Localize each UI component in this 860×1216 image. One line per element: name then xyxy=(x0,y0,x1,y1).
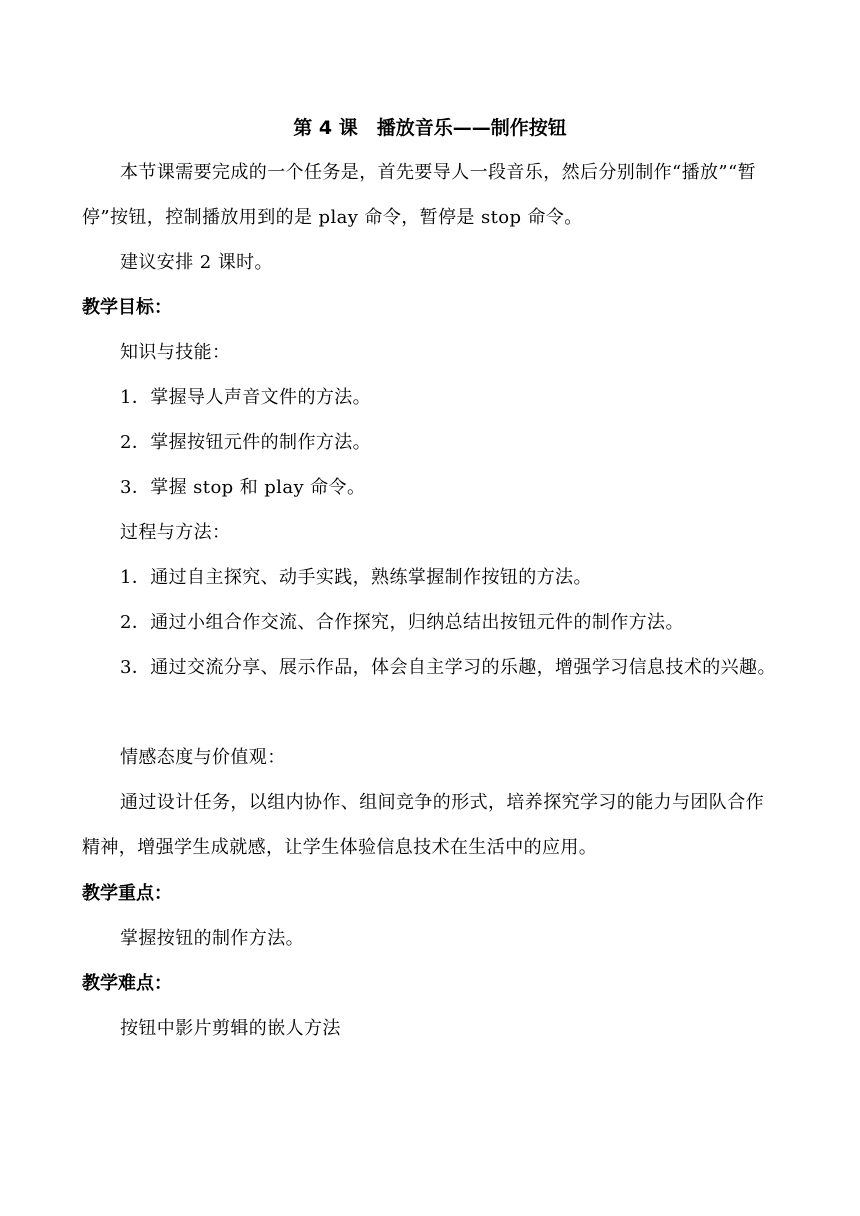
emotion-values-label: 情感态度与价值观： xyxy=(120,747,286,768)
knowledge-item: 3．掌握 stop 和 play 命令。 xyxy=(120,477,366,498)
process-methods-label: 过程与方法： xyxy=(120,522,231,543)
difficulties-text: 按钮中影片剪辑的嵌人方法 xyxy=(120,1018,341,1039)
process-item: 1．通过自主探究、动手实践，熟练掌握制作按钮的方法。 xyxy=(120,567,592,588)
lesson-title: 第 4 课 播放音乐——制作按钮 xyxy=(293,117,567,139)
knowledge-skills-label: 知识与技能： xyxy=(120,342,231,363)
key-points-heading: 教学重点： xyxy=(82,883,172,904)
key-points-text: 掌握按钮的制作方法。 xyxy=(120,928,304,949)
objectives-heading: 教学目标： xyxy=(82,297,172,318)
process-item: 3．通过交流分享、展示作品，体会自主学习的乐趣，增强学习信息技术的兴趣。 xyxy=(120,657,776,678)
process-item: 2．通过小组合作交流、合作探究，归纳总结出按钮元件的制作方法。 xyxy=(120,612,684,633)
knowledge-item: 1．掌握导人声音文件的方法。 xyxy=(120,387,372,408)
intro-task-paragraph: 本节课需要完成的一个任务是，首先要导人一段音乐，然后分别制作“播放”“暂停”按钮，控制播放用到的是 play 命令，暂停是 stop 命令。 xyxy=(82,162,757,228)
knowledge-item: 2．掌握按钮元件的制作方法。 xyxy=(120,432,372,453)
emotion-values-paragraph: 通过设计任务，以组内协作、组间竞争的形式，培养探究学习的能力与团队合作精神，增强学生成就感，让学生体验信息技术在生活中的应用。 xyxy=(82,792,764,858)
difficulties-heading: 教学难点： xyxy=(82,973,172,994)
intro-schedule-paragraph: 建议安排 2 课时。 xyxy=(120,252,273,273)
